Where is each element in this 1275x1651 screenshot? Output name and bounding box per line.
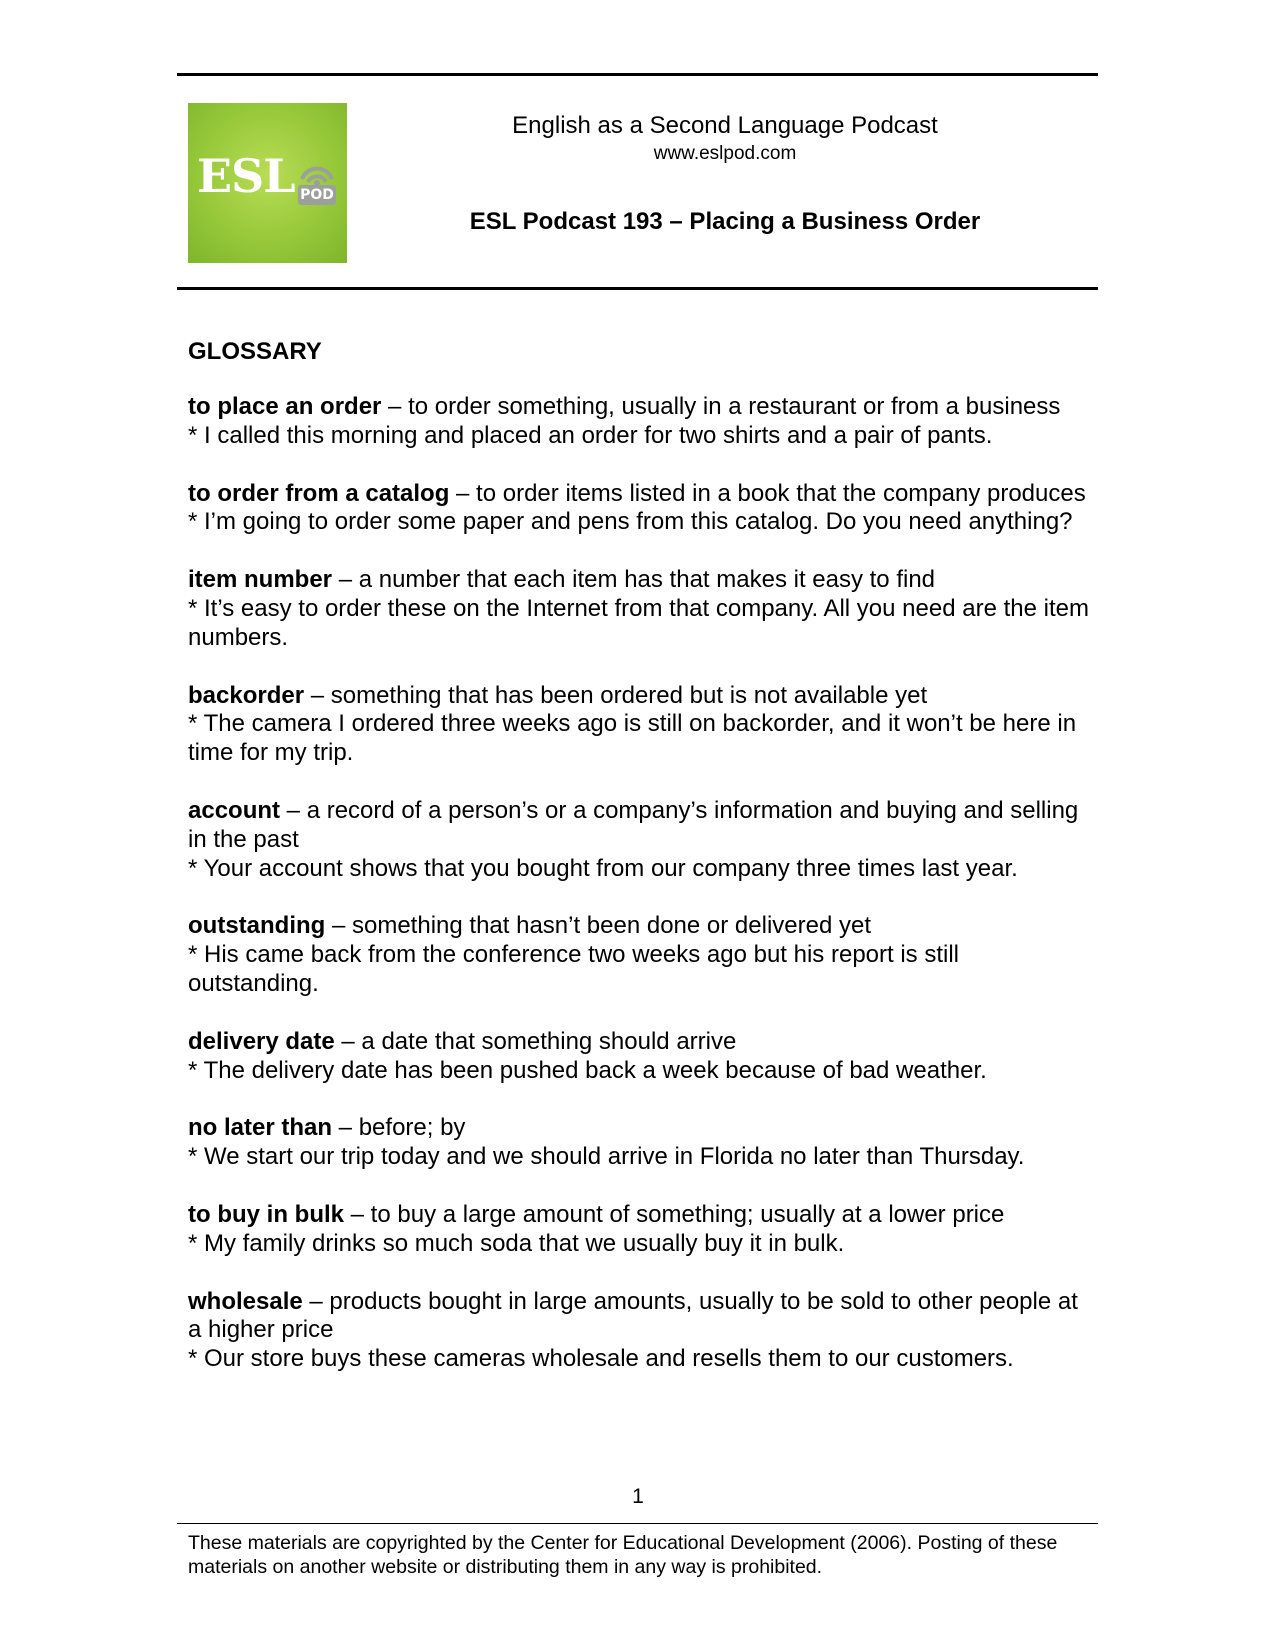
header-bottom-rule <box>177 287 1098 290</box>
glossary-definition: – a date that something should arrive <box>334 1027 737 1055</box>
glossary-example: * His came back from the conference two weeks ago but his report is still outstanding. <box>188 941 959 997</box>
glossary-term: account <box>188 796 281 824</box>
logo-badge-pod: POD <box>298 185 336 205</box>
glossary-definition: – a record of a person’s or a company’s information and buying and selling in the past <box>188 796 1079 853</box>
glossary-definition: – before; by <box>332 1114 466 1142</box>
glossary-entry <box>188 1114 1093 1172</box>
glossary-entry <box>188 566 1093 652</box>
footer-rule <box>177 1523 1098 1524</box>
glossary-entry <box>188 912 1093 998</box>
glossary-entry <box>188 797 1093 883</box>
glossary-example: * My family drinks so much soda that we usually buy it in bulk. <box>188 1229 845 1257</box>
glossary-entry <box>188 682 1093 768</box>
glossary-definition: – to order items listed in a book that the company produces <box>449 479 1086 507</box>
logo-text: ESL <box>197 149 295 203</box>
eslpod-logo <box>188 103 347 263</box>
glossary-term: wholesale <box>188 1287 303 1315</box>
site-url: www.eslpod.com <box>653 143 797 164</box>
glossary-example: * We start our trip today and we should arrive in Florida no later than Thursday. <box>188 1143 1025 1171</box>
glossary-heading: GLOSSARY <box>188 338 322 365</box>
glossary-example: * The camera I ordered three weeks ago is still on backorder, and it won’t be here in time for my trip. <box>188 710 1077 767</box>
glossary-example: * It’s easy to order these on the Internet from that company. All you need are the item numbers. <box>188 594 1089 651</box>
glossary-term: to order from a catalog <box>188 479 450 507</box>
glossary-example: * I called this morning and placed an order for two shirts and a pair of pants. <box>188 421 993 449</box>
glossary-definition: – to buy a large amount of something; usually at a lower price <box>344 1200 1005 1228</box>
glossary-term: item number <box>188 566 333 594</box>
glossary-example: * Our store buys these cameras wholesale and resells them to our customers. <box>188 1345 1014 1373</box>
glossary-entry <box>188 1028 1093 1086</box>
copyright-notice: These materials are copyrighted by the Center for Educational Development (2006). Posting of these materials on another website or distributing them in any way is prohibited. <box>188 1532 1058 1578</box>
site-title: English as a Second Language Podcast <box>512 112 938 139</box>
glossary-definition: – something that has been ordered but is not available yet <box>304 681 928 709</box>
glossary-example: * The delivery date has been pushed back a week because of bad weather. <box>188 1056 987 1084</box>
glossary-definition: – a number that each item has that makes it easy to find <box>332 566 936 594</box>
glossary-definition: – to order something, usually in a restaurant or from a business <box>381 393 1061 420</box>
glossary-list <box>188 393 1093 1403</box>
glossary-example: * I’m going to order some paper and pens from this catalog. Do you need anything? <box>188 508 1073 536</box>
glossary-entry <box>188 1288 1093 1374</box>
glossary-example: * Your account shows that you bought from our company three times last year. <box>188 854 1018 882</box>
glossary-term: no later than <box>188 1114 333 1142</box>
page-number: 1 <box>632 1485 644 1508</box>
glossary-entry <box>188 480 1093 538</box>
header-top-rule <box>177 73 1098 76</box>
glossary-term: to place an order <box>188 393 382 420</box>
glossary-entry <box>188 1201 1093 1259</box>
glossary-definition: – something that hasn’t been done or delivered yet <box>325 912 872 940</box>
glossary-entry <box>188 393 1093 451</box>
podcast-title: ESL Podcast 193 – Placing a Business Order <box>469 208 981 235</box>
glossary-definition: – products bought in large amounts, usually to be sold to other people at a higher price <box>188 1287 1078 1344</box>
glossary-term: backorder <box>188 681 305 709</box>
glossary-term: delivery date <box>188 1027 335 1055</box>
glossary-term: to buy in bulk <box>188 1200 344 1228</box>
glossary-term: outstanding <box>188 912 326 940</box>
